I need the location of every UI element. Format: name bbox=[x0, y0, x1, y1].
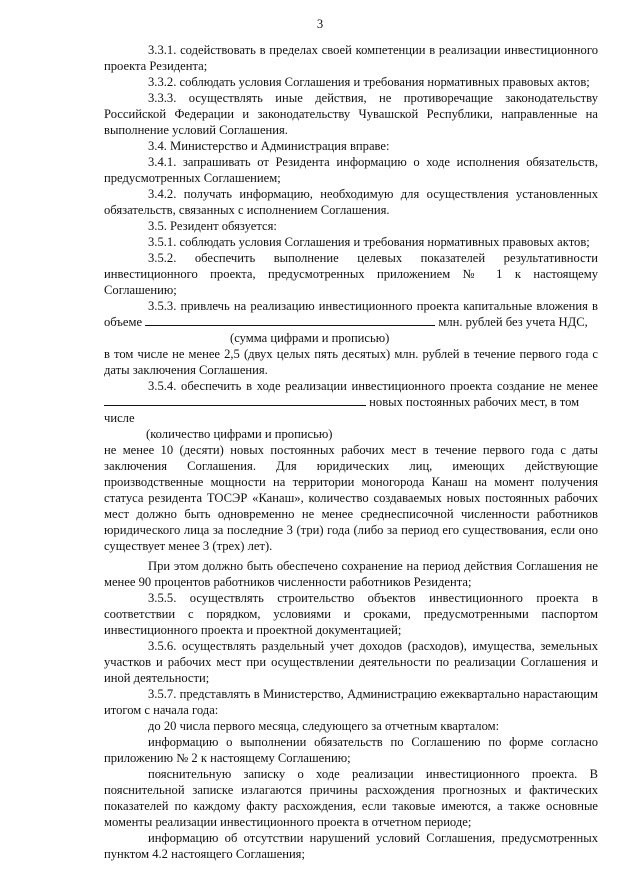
clause-3-5-5: 3.5.5. осуществлять строительство объектов инвестиционного проекта в соответствии с порядком, условиями и сроками, предусмотренными паспортом инвестиционного проекта и проектной документацией; bbox=[104, 591, 598, 637]
clause-3-5-4-rest: не менее 10 (десяти) новых постоянных рабочих мест в течение первого года с даты заключения Соглашения. Для юридических лиц, имеющих действующие производственные мощности на территории моногорода Канаш на момент получения статуса резидента ТОСЭР «Канаш», количество создаваемых новых постоянных рабочих мест должно быть одновременно не менее среднесписочной численности работников юридического лица за последние 3 (три) года (либо за период его существования, если оно существует менее 3 (трех) лет). bbox=[104, 443, 598, 553]
clause-3-5-4-line1: 3.5.4. обеспечить в ходе реализации инвестиционного проекта создание не менее bbox=[148, 379, 598, 393]
clause-3-3-3: 3.3.3. осуществлять иные действия, не противоречащие законодательству Российской Федерации и законодательству Чувашской Республики, направленные на выполнение условий Соглашения. bbox=[104, 91, 598, 137]
amount-caption: (сумма цифрами и прописью) bbox=[230, 331, 390, 345]
clause-3-3-1: 3.3.1. содействовать в пределах своей компетенции в реализации инвестиционного проекта Резидента; bbox=[104, 43, 598, 73]
clause-3-5-6: 3.5.6. осуществлять раздельный учет доходов (расходов), имущества, земельных участков и рабочих мест при осуществлении деятельности по реализации Соглашения и иной деятельности; bbox=[104, 639, 598, 685]
clause-3-5-3-amount-line bbox=[104, 314, 598, 330]
jobs-suffix: новых постоянных рабочих мест, в том числе bbox=[104, 395, 580, 425]
clause-3-5-3-rest: в том числе не менее 2,5 (двух целых пять десятых) млн. рублей в течение первого года с даты заключения Соглашения. bbox=[104, 347, 598, 377]
clause-3-5-4-jobs-line bbox=[104, 394, 598, 426]
clause-3-5-1: 3.5.1. соблюдать условия Соглашения и требования нормативных правовых актов; bbox=[148, 235, 590, 249]
obligations-info-paragraph: информацию о выполнении обязательств по Соглашению по форме согласно приложению № 2 к настоящему Соглашению; bbox=[104, 735, 598, 765]
jobs-blank bbox=[104, 395, 366, 406]
clause-3-5: 3.5. Резидент обязуется: bbox=[148, 219, 277, 233]
clause-3-3-2: 3.3.2. соблюдать условия Соглашения и требования нормативных правовых актов; bbox=[148, 75, 590, 89]
document-body bbox=[104, 42, 598, 862]
retention-paragraph: При этом должно быть обеспечено сохранение на период действия Соглашения не менее 90 процентов работников численности работников Резидента; bbox=[104, 559, 598, 589]
amount-suffix: млн. рублей без учета НДС, bbox=[438, 315, 588, 329]
clause-3-4: 3.4. Министерство и Администрация вправе: bbox=[148, 139, 390, 153]
explanatory-note-paragraph: пояснительную записку о ходе реализации инвестиционного проекта. В пояснительной записке излагаются причины расхождения прогнозных и фактических показателей по каждому факту расхождения, если таковые имеются, а также основные моменты реализации инвестиционного проекта в отчетном периоде; bbox=[104, 767, 598, 829]
no-violations-paragraph: информацию об отсутствии нарушений условий Соглашения, предусмотренных пунктом 4.2 настоящего Соглашения; bbox=[104, 831, 598, 861]
clause-3-5-2: 3.5.2. обеспечить выполнение целевых показателей результативности инвестиционного проекта, предусмотренных приложением № 1 к настоящему Соглашению; bbox=[104, 251, 598, 297]
clause-3-5-3-line1: 3.5.3. привлечь на реализацию инвестиционного проекта капитальные вложения в bbox=[148, 299, 598, 313]
clause-3-4-1: 3.4.1. запрашивать от Резидента информацию о ходе исполнения обязательств, предусмотренных Соглашением; bbox=[104, 155, 598, 185]
jobs-caption: (количество цифрами и прописью) bbox=[146, 427, 333, 441]
amount-blank bbox=[145, 315, 435, 326]
amount-prefix: объеме bbox=[104, 315, 143, 329]
deadline-paragraph: до 20 числа первого месяца, следующего за отчетным кварталом: bbox=[148, 719, 500, 733]
clause-3-5-7: 3.5.7. представлять в Министерство, Администрацию ежеквартально нарастающим итогом с начала года: bbox=[104, 687, 598, 717]
clause-3-4-2: 3.4.2. получать информацию, необходимую для осуществления установленных обязательств, связанных с исполнением Соглашения. bbox=[104, 187, 598, 217]
page-number: 3 bbox=[316, 17, 324, 31]
